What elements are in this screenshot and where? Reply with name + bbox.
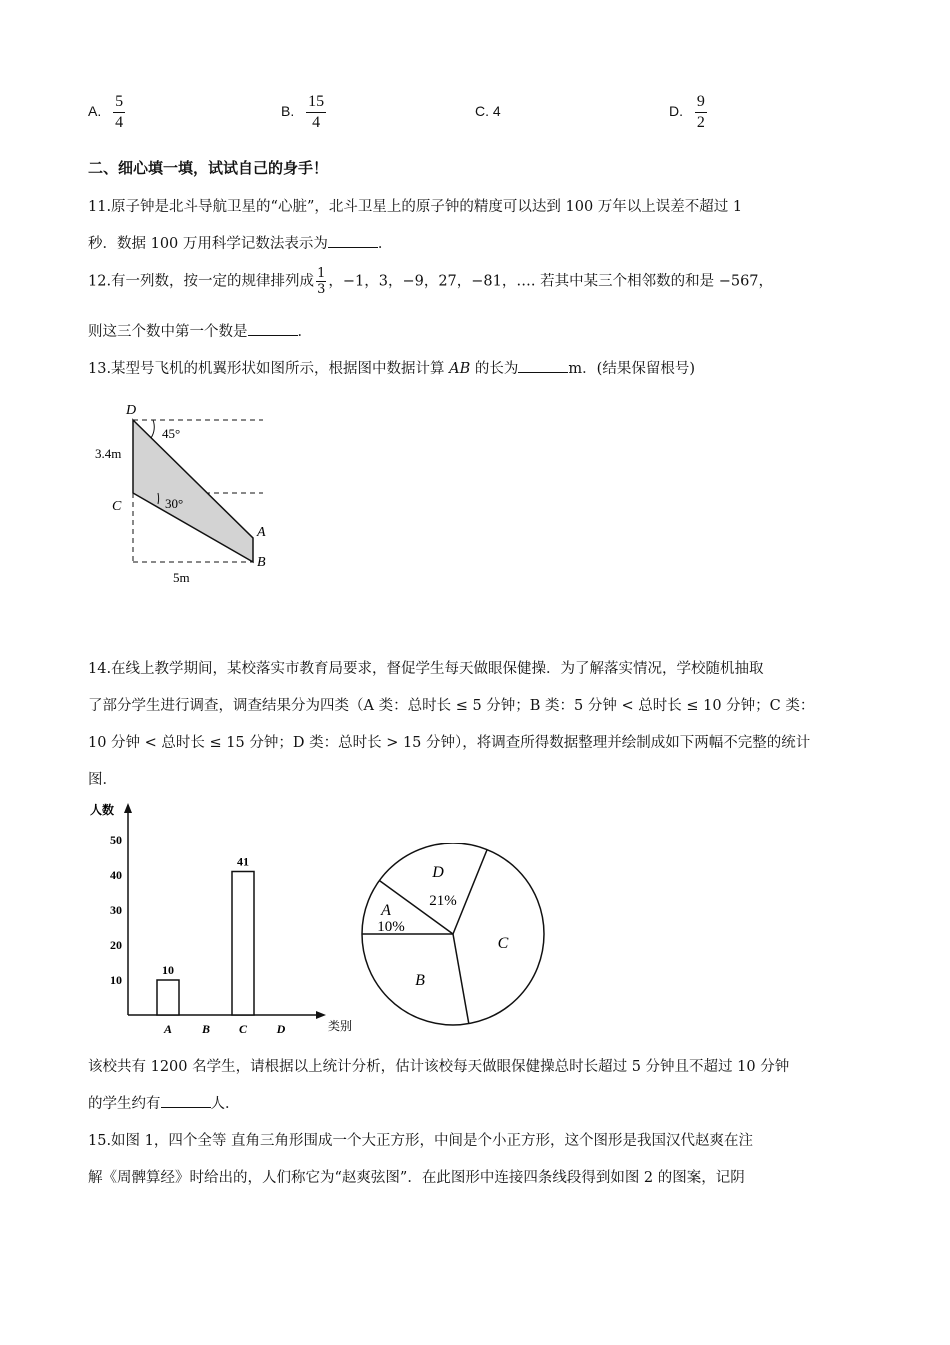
pie-label-B: B: [415, 972, 425, 989]
bar-ytick-10: 10: [110, 973, 122, 987]
bar-xtick-A: A: [163, 1022, 173, 1036]
q12-fraction: [316, 266, 326, 297]
option-a-fraction: [113, 92, 125, 133]
q12-line2: [88, 320, 312, 341]
option-d-label: D.: [669, 103, 683, 120]
option-a-numerator: 5: [113, 92, 125, 113]
option-d-numerator: 9: [695, 92, 707, 113]
q11-line2: [88, 232, 392, 253]
option-a-denominator: 4: [115, 114, 124, 131]
q12-line2-post: ．: [297, 324, 312, 340]
wing-diagram: [88, 400, 308, 590]
option-c-label: C. 4: [475, 103, 501, 119]
label-height: 3.4m: [95, 446, 122, 461]
option-d-denominator: 2: [696, 114, 705, 131]
bar-marks: [110, 833, 286, 1036]
q14-line1: 14.在线上教学期间，某校落实市教育局要求，督促学生每天做眼保健操．为了解落实情况，学校随机抽取: [88, 661, 764, 677]
bar-A: [157, 980, 179, 1015]
bar-C: [232, 872, 254, 1016]
option-b-label: B.: [281, 103, 295, 120]
pie-chart: [358, 843, 548, 1033]
bar-xtick-D: D: [276, 1022, 286, 1036]
q12-pre: 12.有一列数，按一定的规律排列成: [88, 273, 315, 290]
q12-line2-pre: 则这三个数中第一个数是: [88, 324, 248, 340]
label-b: B: [257, 555, 266, 570]
pie-label-D: D: [432, 864, 444, 881]
bar-y-axis-arrow: [124, 803, 132, 813]
bar-xtick-C: C: [238, 1022, 248, 1036]
q11-line2-post: ．: [377, 236, 393, 252]
q12-fraction-denominator: 3: [317, 282, 326, 297]
label-angle-45: 45°: [162, 426, 181, 441]
q11-line1: 11.原子钟是北斗导航卫星的“心脏”，北斗卫星上的原子钟的精度可以达到 100 万年以上误差不超过 1: [88, 199, 743, 215]
bar-ytick-40: 40: [110, 868, 122, 882]
pie-percent-A: 10%: [377, 919, 405, 935]
bar-label-C: 41: [237, 854, 249, 869]
label-angle-30: 30°: [165, 496, 184, 511]
bar-chart: [88, 795, 368, 1040]
q13-answer-blank[interactable]: [518, 358, 568, 373]
q11-answer-blank[interactable]: [328, 233, 378, 248]
option-c: [475, 103, 501, 119]
q14-after2-pre: 的学生约有: [88, 1096, 161, 1112]
q12-line1: [88, 266, 773, 297]
q15-line1: 15.如图 1，四个全等 直角三角形围成一个大正方形，中间是个小正方形，这个图形是我国汉代赵爽在注: [88, 1133, 753, 1149]
q14-line4: 图．: [88, 772, 117, 788]
bar-ytick-20: 20: [110, 938, 122, 952]
q14-answer-blank[interactable]: [161, 1093, 211, 1108]
option-b-fraction: [306, 92, 326, 133]
q12-answer-blank[interactable]: [248, 321, 298, 336]
q13-mid: 的长为: [470, 361, 519, 377]
bar-ylabel: 人数: [90, 803, 115, 817]
q14-after2-post: 人．: [210, 1096, 240, 1112]
label-a: A: [257, 525, 266, 540]
pie-label-A: A: [381, 902, 391, 919]
option-d-fraction: [695, 92, 707, 133]
bar-xtick-B: B: [201, 1022, 211, 1036]
q13-line: [88, 357, 695, 378]
pie-percent-D: 21%: [429, 893, 457, 909]
section-title: 二、细心填一填，试试自己的身手！: [88, 159, 329, 177]
q14-after1: 该校共有 1200 名学生，请根据以上统计分析，估计该校每天做眼保健操总时长超过 5 分钟且不超过 10 分钟: [88, 1059, 790, 1075]
pie-marks: [362, 843, 544, 1025]
bar-ytick-30: 30: [110, 903, 122, 917]
q12-post: ，−1，3，−9，27，−81，…. 若其中某三个相邻数的和是 −567，: [328, 273, 774, 290]
q13-post: m．(结果保留根号): [568, 361, 695, 377]
wing-shape: [133, 420, 253, 562]
label-d: D: [126, 403, 137, 418]
q14-line2: 了部分学生进行调查，调查结果分为四类（A 类：总时长 ≤ 5 分钟；B 类：5 分钟 < 总时长 ≤ 10 分钟；C 类：: [88, 698, 815, 714]
option-a-label: A.: [88, 103, 102, 120]
q14-line3: 10 分钟 < 总时长 ≤ 15 分钟；D 类：总时长 > 15 分钟），将调查所得数据整理并绘制成如下两幅不完整的统计: [88, 735, 811, 751]
q15-line2: 解《周髀算经》时给出的，人们称它为“赵爽弦图”．在此图形中连接四条线段得到如图 2 的图案，记阴: [88, 1170, 745, 1186]
bar-ytick-50: 50: [110, 833, 122, 847]
q13-pre: 13.某型号飞机的机翼形状如图所示，根据图中数据计算: [88, 361, 450, 377]
label-c: C: [112, 499, 122, 514]
bar-label-A: 10: [162, 963, 174, 977]
bar-xlabel: 类别: [328, 1019, 353, 1033]
pie-label-C: C: [497, 935, 509, 952]
bar-x-axis-arrow: [316, 1011, 326, 1019]
angle-45-arc: [151, 420, 154, 438]
q12-fraction-numerator: 1: [317, 266, 326, 281]
option-a: [88, 92, 125, 133]
option-b: [281, 92, 326, 133]
q11-line2-pre: 秒．数据 100 万用科学记数法表示为: [88, 236, 328, 252]
option-b-numerator: 15: [306, 92, 326, 113]
label-width: 5m: [173, 570, 190, 585]
option-b-denominator: 4: [312, 114, 321, 131]
option-d: [669, 92, 707, 133]
q14-after2: [88, 1092, 240, 1113]
q13-ab: AB: [449, 361, 471, 377]
